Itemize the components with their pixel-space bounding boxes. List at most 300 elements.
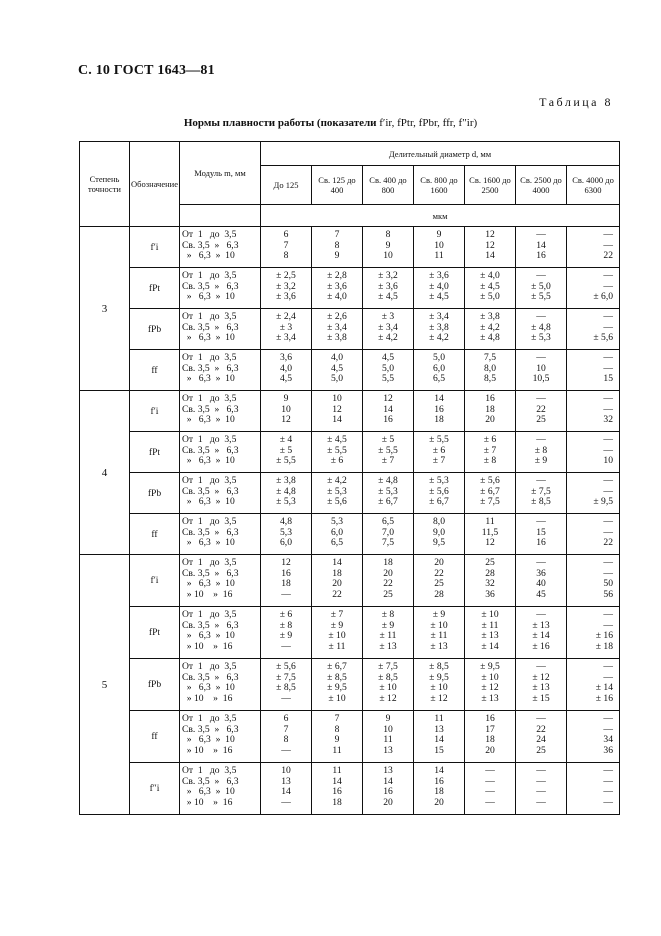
param-symbol-cell: fPb — [130, 659, 180, 711]
tolerance-value: — — [603, 713, 614, 724]
param-symbol-cell: ff — [130, 711, 180, 763]
tolerance-value: 45 — [536, 588, 546, 600]
tolerance-value: 18 — [332, 796, 342, 808]
value-cell — [516, 350, 567, 391]
module-range: От 1 до 3,5 — [182, 270, 237, 281]
tolerance-value: 7 — [283, 723, 289, 735]
tolerance-value: ± 3,2 — [276, 280, 296, 292]
value-cell — [261, 473, 312, 514]
tolerance-value: 9 — [283, 393, 289, 404]
module-cell — [180, 309, 261, 350]
tolerance-value: 6,5 — [331, 537, 343, 548]
tolerance-value: ± 11 — [430, 630, 448, 641]
tolerance-value: — — [536, 475, 546, 486]
tolerance-value: ± 3 — [381, 311, 395, 322]
module-range: » 10 » 16 — [182, 588, 233, 600]
module-range: » 6,3 » 10 — [182, 332, 235, 343]
module-range: » 6,3 » 10 — [182, 630, 235, 641]
param-symbol-cell: f′i — [130, 227, 180, 268]
table-row — [80, 309, 620, 350]
tolerance-value: 32 — [485, 578, 495, 589]
tolerance-value: — — [603, 609, 614, 620]
tolerance-value: 11 — [434, 250, 444, 261]
tolerance-value: ± 3,8 — [327, 332, 347, 343]
table-row — [80, 607, 620, 659]
module-range: » 6,3 » 10 — [182, 496, 235, 507]
tolerance-value: 18 — [281, 578, 291, 589]
module-range: » 6,3 » 10 — [182, 537, 235, 548]
tolerance-value: ± 6 — [483, 434, 497, 445]
tolerance-value: ± 5,3 — [276, 496, 296, 507]
tolerance-value: ± 5,3 — [327, 485, 347, 497]
param-symbol-cell: ff — [130, 514, 180, 555]
tolerance-value: ± 9 — [279, 630, 293, 641]
tolerance-value: 7,5 — [484, 352, 496, 363]
value-cell — [363, 268, 414, 309]
module-range: Св. 3,5 » 6,3 — [182, 280, 239, 292]
table-row — [80, 473, 620, 514]
tolerance-value: ± 7 — [330, 609, 344, 620]
value-cell — [567, 227, 620, 268]
tolerance-value: 18 — [332, 567, 342, 579]
tolerance-value: 36 — [485, 588, 495, 600]
module-range: От 1 до 3,5 — [182, 609, 237, 620]
tolerance-value: ± 9,5 — [593, 496, 614, 507]
tolerance-value: ± 9 — [330, 619, 344, 631]
module-range: » 10 » 16 — [182, 640, 233, 652]
table-caption — [0, 117, 661, 129]
tolerance-value: 12 — [281, 557, 291, 568]
value-cell — [363, 711, 414, 763]
value-cell — [414, 659, 465, 711]
tolerance-value: 5,0 — [331, 373, 343, 384]
module-range: От 1 до 3,5 — [182, 765, 237, 776]
tolerance-value: 4,5 — [331, 362, 343, 374]
tolerance-value: ± 7 — [432, 455, 446, 466]
value-cell — [312, 607, 363, 659]
page-header: С. 10 ГОСТ 1643—81 — [78, 63, 215, 78]
tolerance-value: — — [536, 775, 546, 787]
tolerance-value: 22 — [332, 588, 342, 600]
tolerance-value: ± 6,7 — [378, 496, 398, 507]
tolerance-value: — — [603, 229, 614, 240]
tolerance-value: ± 14 — [595, 682, 614, 693]
tolerance-value: ± 15 — [532, 692, 550, 704]
module-range: Св. 3,5 » 6,3 — [182, 619, 239, 631]
tolerance-value: ± 3,8 — [276, 475, 296, 486]
tolerance-value: — — [603, 311, 614, 322]
tolerance-value: — — [603, 434, 614, 445]
tolerance-value: ± 13 — [532, 619, 550, 631]
value-cell — [261, 514, 312, 555]
header-range: Св. 400 до 800 — [363, 166, 414, 205]
tolerance-value: 14 — [332, 414, 342, 425]
tolerance-value: 6,5 — [382, 516, 394, 527]
tolerance-value: ± 8,5 — [276, 682, 296, 693]
norms-table — [79, 141, 620, 815]
value-cell — [414, 350, 465, 391]
tolerance-value: ± 16 — [532, 640, 550, 652]
table-row — [80, 227, 620, 268]
header-range: Св. 2500 до 4000 — [516, 166, 567, 205]
tolerance-value: 8 — [385, 229, 391, 240]
value-cell — [363, 514, 414, 555]
tolerance-value: ± 3,6 — [327, 280, 347, 292]
module-cell — [180, 659, 261, 711]
tolerance-value: ± 3,8 — [429, 321, 449, 333]
tolerance-value: ± 5,3 — [531, 332, 551, 343]
caption-text: Нормы плавности работы (показатели — [183, 117, 380, 129]
tolerance-value: ± 13 — [430, 640, 448, 652]
tolerance-value: 12 — [485, 537, 495, 548]
tolerance-value: 25 — [536, 414, 546, 425]
module-range: От 1 до 3,5 — [182, 475, 237, 486]
tolerance-value: — — [603, 723, 614, 735]
tolerance-value: ± 5,6 — [429, 485, 449, 497]
tolerance-value: ± 12 — [532, 671, 550, 683]
module-cell — [180, 473, 261, 514]
value-cell — [414, 711, 465, 763]
tolerance-value: ± 5,6 — [276, 661, 296, 672]
tolerance-value: ± 12 — [379, 692, 397, 704]
tolerance-value: ± 3,4 — [378, 321, 398, 333]
tolerance-value: 16 — [485, 713, 495, 724]
tolerance-value: 9 — [385, 239, 391, 251]
tolerance-value: 28 — [485, 567, 495, 579]
tolerance-value: — — [603, 444, 614, 456]
value-cell — [414, 268, 465, 309]
tolerance-value: — — [603, 321, 614, 333]
tolerance-value: ± 5,5 — [531, 291, 551, 302]
value-cell — [465, 309, 516, 350]
tolerance-value: 9 — [334, 734, 340, 745]
tolerance-value: — — [536, 765, 546, 776]
tolerance-value: 20 — [332, 578, 342, 589]
value-cell — [516, 473, 567, 514]
tolerance-value: 9 — [385, 713, 391, 724]
tolerance-value: 8 — [283, 734, 289, 745]
tolerance-value: ± 2,6 — [327, 311, 347, 322]
tolerance-value: 14 — [383, 775, 393, 787]
tolerance-value: 14 — [281, 786, 291, 797]
tolerance-value: ± 8 — [483, 455, 497, 466]
tolerance-value: ± 5 — [279, 444, 293, 456]
tolerance-value: ± 6 — [432, 444, 446, 456]
tolerance-value: 18 — [434, 786, 444, 797]
tolerance-value: 11 — [383, 734, 393, 745]
tolerance-value: 11,5 — [481, 526, 499, 538]
tolerance-value: 56 — [603, 588, 614, 600]
tolerance-value: ± 3 — [279, 321, 293, 333]
tolerance-value: ± 7,5 — [276, 671, 296, 683]
tolerance-value: 12 — [332, 403, 342, 415]
tolerance-value: 14 — [536, 239, 546, 251]
header-diameter: Делительный диаметр d, мм — [261, 142, 620, 166]
module-range: » 6,3 » 10 — [182, 578, 235, 589]
tolerance-value: 36 — [603, 744, 614, 756]
tolerance-value: 6,0 — [280, 537, 292, 548]
tolerance-value: — — [536, 786, 546, 797]
module-range: От 1 до 3,5 — [182, 516, 237, 527]
tolerance-value: 22 — [383, 578, 393, 589]
header-module-cont — [180, 205, 261, 227]
tolerance-value: ± 2,8 — [327, 270, 347, 281]
tolerance-value: 5,3 — [331, 516, 343, 527]
tolerance-value: — — [536, 713, 546, 724]
value-cell — [312, 227, 363, 268]
module-range: Св. 3,5 » 6,3 — [182, 526, 239, 538]
tolerance-value: 13 — [281, 775, 291, 787]
tolerance-value: 10 — [383, 250, 393, 261]
tolerance-value: ± 4,8 — [531, 321, 551, 333]
tolerance-value: — — [536, 311, 546, 322]
param-symbol-cell: fPb — [130, 473, 180, 514]
tolerance-value: ± 11 — [379, 630, 397, 641]
value-cell — [567, 268, 620, 309]
header-degree: Степень точности — [80, 142, 130, 227]
param-symbol-cell: f″i — [130, 763, 180, 815]
value-cell — [465, 391, 516, 432]
value-cell — [261, 432, 312, 473]
tolerance-value: 6,0 — [331, 526, 343, 538]
tolerance-value: ± 6,0 — [593, 291, 614, 302]
tolerance-value: — — [603, 775, 614, 787]
tolerance-value: — — [603, 403, 614, 415]
value-cell — [516, 227, 567, 268]
tolerance-value: ± 8,5 — [378, 671, 398, 683]
tolerance-value: 8 — [334, 723, 340, 735]
tolerance-value: 20 — [383, 567, 393, 579]
value-cell — [414, 432, 465, 473]
tolerance-value: ± 4,8 — [276, 485, 296, 497]
tolerance-value: 9 — [334, 250, 340, 261]
value-cell — [516, 432, 567, 473]
module-range: » 6,3 » 10 — [182, 291, 235, 302]
value-cell — [414, 473, 465, 514]
module-range: От 1 до 3,5 — [182, 557, 237, 568]
value-cell — [567, 391, 620, 432]
value-cell — [261, 391, 312, 432]
tolerance-value: ± 14 — [532, 630, 550, 641]
value-cell — [414, 607, 465, 659]
tolerance-value: ± 4,2 — [378, 332, 398, 343]
tolerance-value: 40 — [536, 578, 546, 589]
tolerance-value: ± 8,5 — [531, 496, 551, 507]
tolerance-value: — — [281, 640, 291, 652]
tolerance-value: ± 4,2 — [327, 475, 347, 486]
value-cell — [363, 432, 414, 473]
module-range: Св. 3,5 » 6,3 — [182, 444, 239, 456]
tolerance-value: — — [603, 352, 614, 363]
tolerance-value: 3,6 — [280, 352, 292, 363]
value-cell — [567, 473, 620, 514]
header-symbol: Обозначение — [130, 142, 180, 227]
tolerance-value: 14 — [332, 557, 342, 568]
tolerance-value: — — [603, 516, 614, 527]
value-cell — [414, 391, 465, 432]
tolerance-value: 24 — [536, 734, 546, 745]
tolerance-value: 16 — [281, 567, 291, 579]
module-cell — [180, 350, 261, 391]
module-range: Св. 3,5 » 6,3 — [182, 321, 239, 333]
value-cell — [567, 659, 620, 711]
tolerance-value: ± 13 — [379, 640, 397, 652]
param-symbol-cell: fPt — [130, 607, 180, 659]
tolerance-value: ± 9 — [381, 619, 395, 631]
value-cell — [516, 555, 567, 607]
tolerance-value: ± 8 — [381, 609, 395, 620]
param-symbol-cell: f′i — [130, 555, 180, 607]
table-row — [80, 711, 620, 763]
value-cell — [465, 227, 516, 268]
tolerance-value: ± 5,0 — [480, 291, 500, 302]
tolerance-value: ± 3,6 — [378, 280, 398, 292]
tolerance-value: 6,5 — [433, 373, 445, 384]
value-cell — [567, 711, 620, 763]
value-cell — [516, 711, 567, 763]
value-cell — [312, 763, 363, 815]
tolerance-value: ± 8,5 — [327, 671, 347, 683]
tolerance-value: 4,5 — [280, 373, 292, 384]
header-module: Модуль m, мм — [180, 142, 261, 205]
tolerance-value: 20 — [434, 796, 444, 808]
tolerance-value: 13 — [383, 744, 393, 756]
tolerance-value: 20 — [434, 557, 444, 568]
tolerance-value: ± 3,6 — [276, 291, 296, 302]
tolerance-value: 12 — [383, 393, 393, 404]
value-cell — [516, 763, 567, 815]
tolerance-value: ± 11 — [328, 640, 346, 652]
tolerance-value: — — [603, 239, 614, 251]
value-cell — [363, 309, 414, 350]
tolerance-value: 18 — [485, 734, 495, 745]
value-cell — [414, 227, 465, 268]
tolerance-value: ± 4,2 — [429, 332, 449, 343]
value-cell — [465, 268, 516, 309]
tolerance-value: 16 — [536, 250, 546, 261]
tolerance-value: 10 — [281, 403, 291, 415]
tolerance-value: 12 — [485, 239, 495, 251]
tolerance-value: 14 — [485, 250, 495, 261]
tolerance-value: ± 6,7 — [480, 485, 500, 497]
tolerance-value: ± 6,7 — [327, 661, 347, 672]
tolerance-value: — — [485, 765, 495, 776]
tolerance-value: 20 — [383, 796, 393, 808]
value-cell — [261, 711, 312, 763]
tolerance-value: 8,5 — [484, 373, 496, 384]
tolerance-value: 12 — [485, 229, 495, 240]
module-range: » 10 » 16 — [182, 744, 233, 756]
tolerance-value: 4,0 — [280, 362, 292, 374]
value-cell — [261, 555, 312, 607]
value-cell — [363, 607, 414, 659]
tolerance-value: — — [536, 434, 546, 445]
module-range: От 1 до 3,5 — [182, 393, 237, 404]
tolerance-value: 20 — [485, 744, 495, 756]
tolerance-value: ± 16 — [595, 692, 614, 704]
tolerance-value: ± 13 — [532, 682, 550, 693]
value-cell — [567, 555, 620, 607]
tolerance-value: 34 — [603, 734, 614, 745]
value-cell — [261, 227, 312, 268]
module-range: От 1 до 3,5 — [182, 352, 237, 363]
module-cell — [180, 391, 261, 432]
module-range: » 6,3 » 10 — [182, 786, 235, 797]
tolerance-value: — — [603, 362, 614, 374]
module-range: От 1 до 3,5 — [182, 434, 237, 445]
module-range: Св. 3,5 » 6,3 — [182, 671, 239, 683]
tolerance-value: ± 9,5 — [480, 661, 500, 672]
value-cell — [363, 763, 414, 815]
table-row — [80, 432, 620, 473]
module-range: Св. 3,5 » 6,3 — [182, 775, 239, 787]
module-range: Св. 3,5 » 6,3 — [182, 362, 239, 374]
tolerance-value: — — [536, 352, 546, 363]
tolerance-value: — — [603, 671, 614, 683]
tolerance-value: 22 — [603, 250, 614, 261]
module-range: » 6,3 » 10 — [182, 414, 235, 425]
value-cell — [312, 432, 363, 473]
tolerance-value: — — [485, 786, 495, 797]
header-range: Св. 125 до 400 — [312, 166, 363, 205]
value-cell — [312, 309, 363, 350]
module-range: От 1 до 3,5 — [182, 713, 237, 724]
table-row — [80, 391, 620, 432]
tolerance-value: ± 10 — [481, 609, 499, 620]
tolerance-value: ± 4,0 — [480, 270, 500, 281]
tolerance-value: 10 — [536, 362, 546, 374]
value-cell — [261, 763, 312, 815]
tolerance-value: 7 — [283, 239, 289, 251]
module-range: От 1 до 3,5 — [182, 661, 237, 672]
tolerance-value: 22 — [536, 403, 546, 415]
tolerance-value: — — [603, 557, 614, 568]
tolerance-value: — — [281, 744, 291, 756]
tolerance-value: ± 5,5 — [378, 444, 398, 456]
tolerance-value: 10 — [434, 239, 444, 251]
tolerance-value: 17 — [485, 723, 495, 735]
tolerance-value: 4,8 — [280, 516, 292, 527]
module-cell — [180, 555, 261, 607]
tolerance-value: ± 5,6 — [593, 332, 614, 343]
tolerance-value: 7,5 — [382, 537, 394, 548]
tolerance-value: ± 3,4 — [429, 311, 449, 322]
tolerance-value: — — [603, 393, 614, 404]
degree-cell: 4 — [80, 391, 130, 555]
module-range: Св. 3,5 » 6,3 — [182, 567, 239, 579]
tolerance-value: ± 3,4 — [276, 332, 296, 343]
tolerance-value: ± 10 — [328, 630, 346, 641]
tolerance-value: ± 9,5 — [327, 682, 347, 693]
module-cell — [180, 268, 261, 309]
tolerance-value: 9 — [436, 229, 442, 240]
tolerance-value: ± 5,3 — [378, 485, 398, 497]
value-cell — [465, 659, 516, 711]
tolerance-value: ± 10 — [430, 682, 448, 693]
table-label: Таблица 8 — [539, 95, 613, 109]
tolerance-value: 13 — [434, 723, 444, 735]
tolerance-value: — — [485, 796, 495, 808]
tolerance-value: ± 3,4 — [327, 321, 347, 333]
value-cell — [465, 350, 516, 391]
tolerance-value: 36 — [536, 567, 546, 579]
tolerance-value: ± 4,8 — [378, 475, 398, 486]
tolerance-value: 14 — [383, 403, 393, 415]
tolerance-value: 16 — [434, 775, 444, 787]
module-range: » 10 » 16 — [182, 692, 233, 704]
module-range: » 10 » 16 — [182, 796, 233, 808]
value-cell — [465, 763, 516, 815]
